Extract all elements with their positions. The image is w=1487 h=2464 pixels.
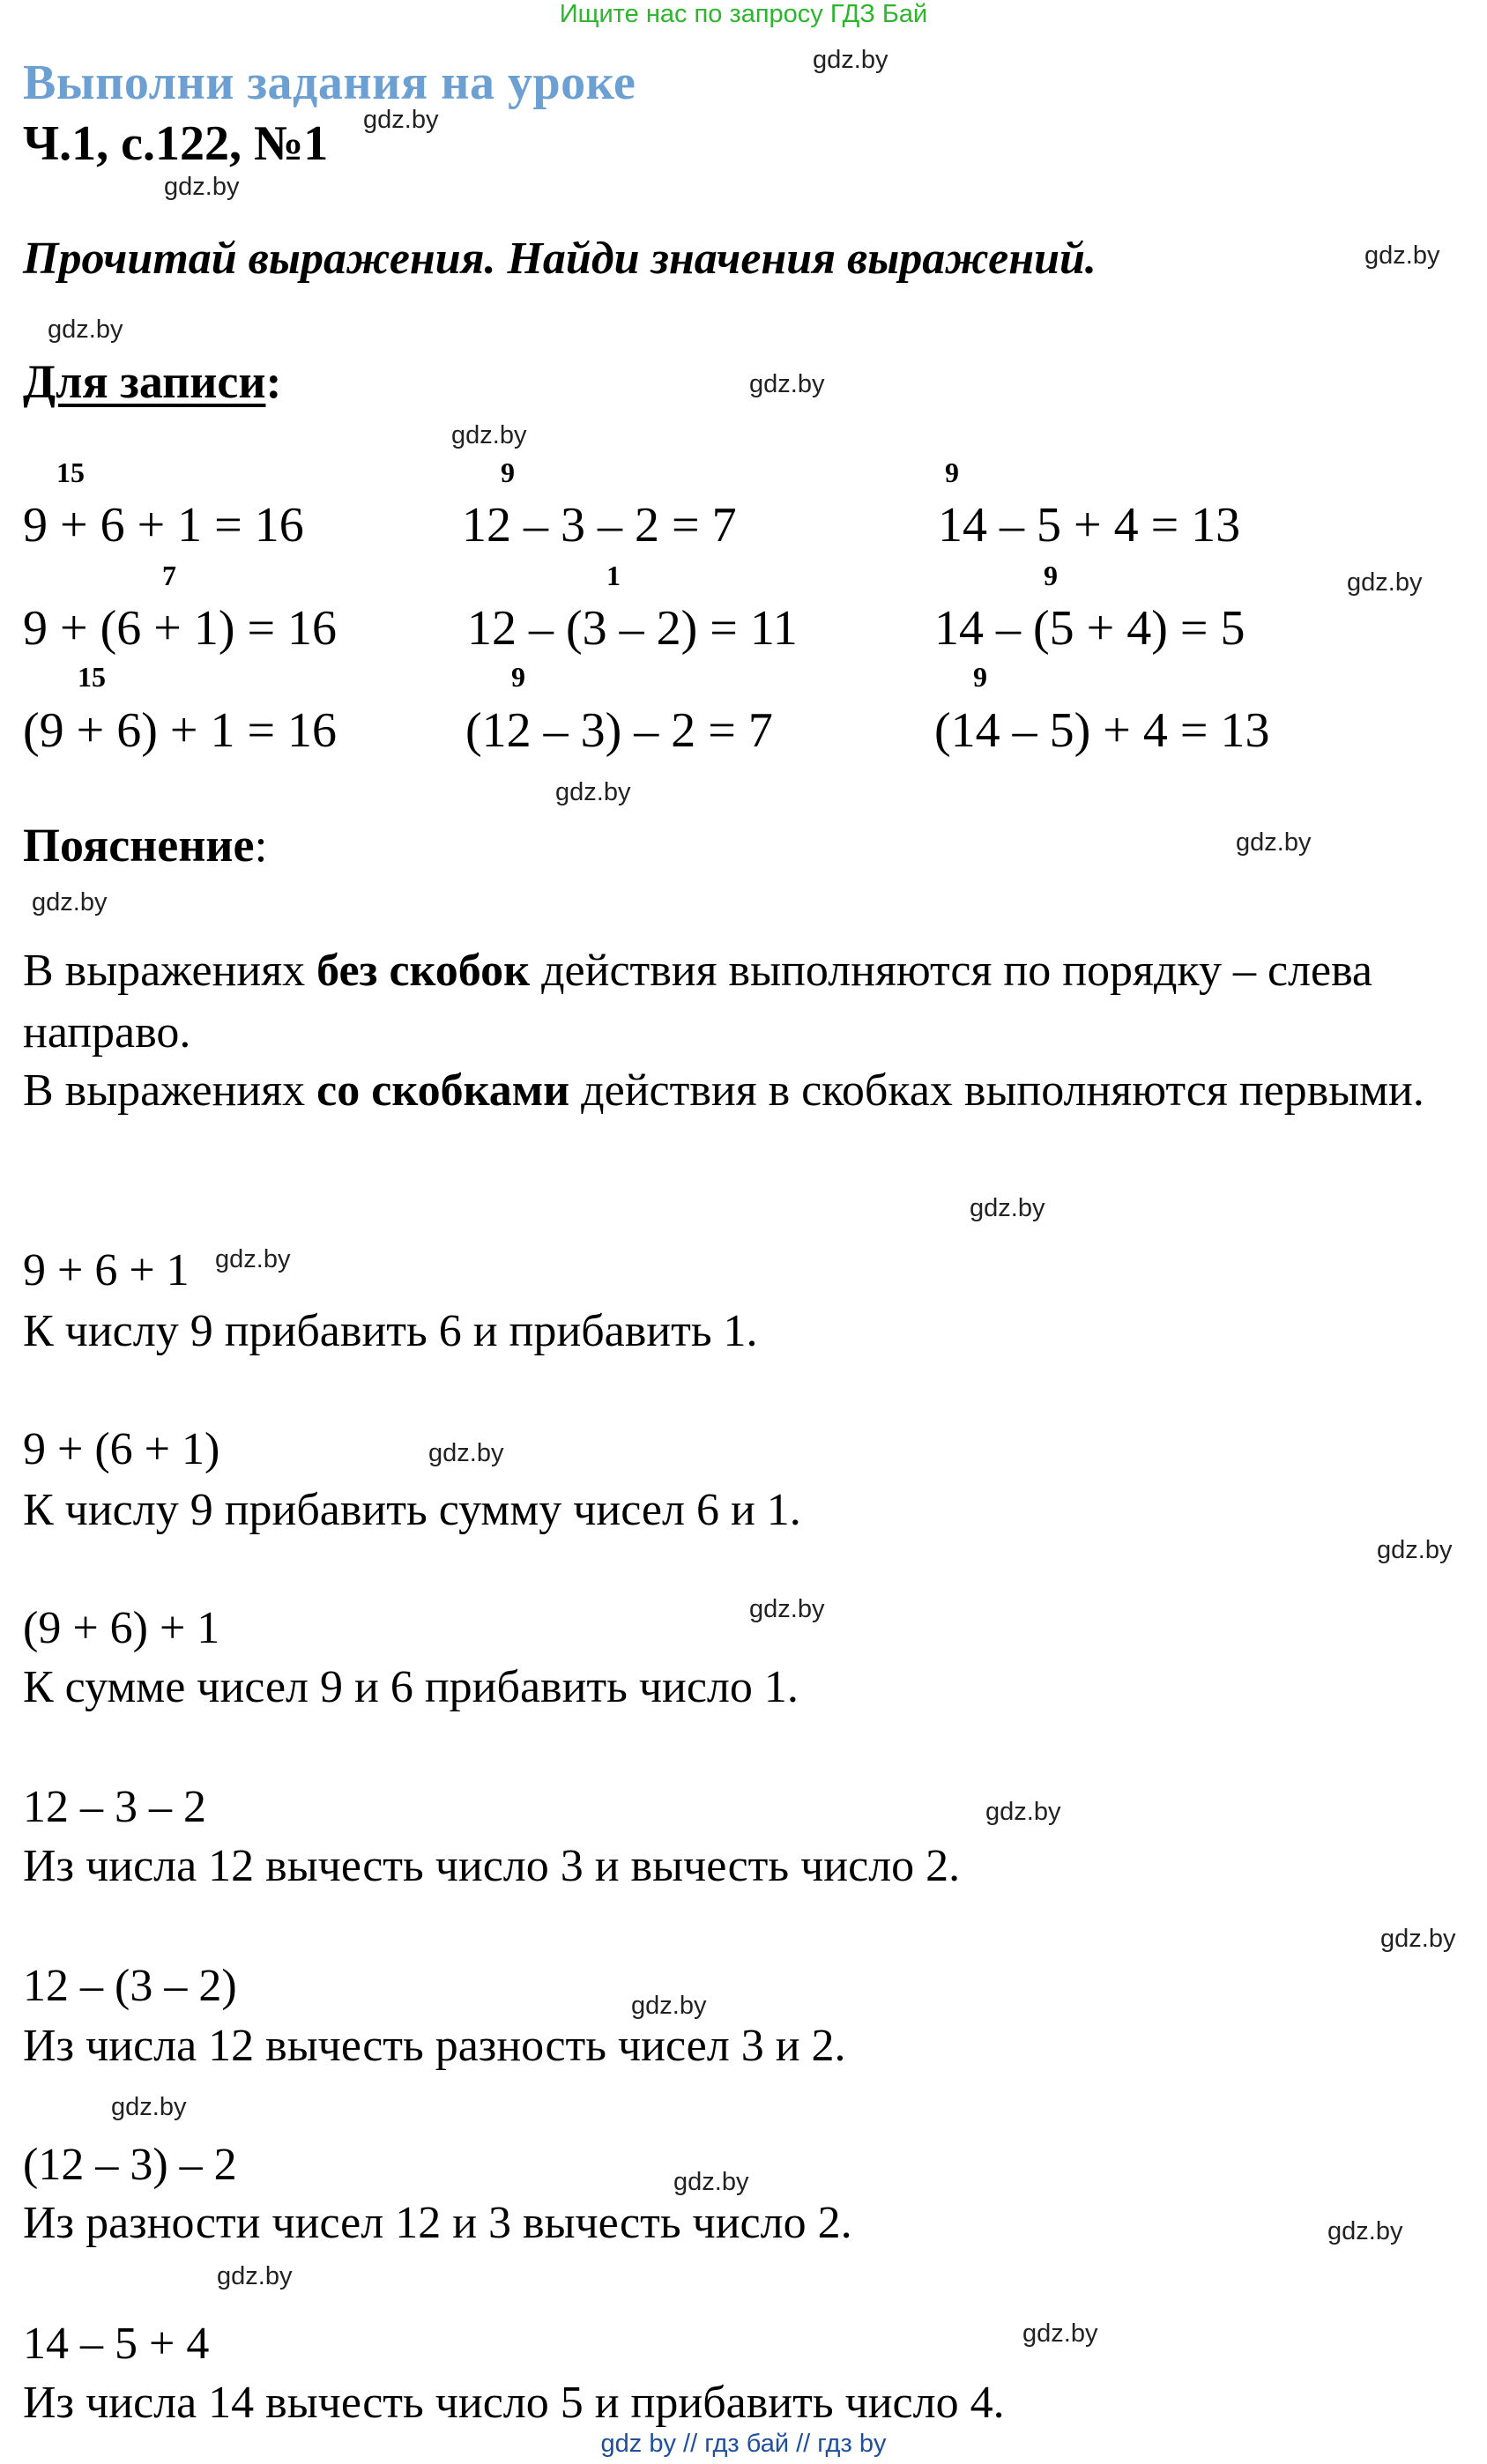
reading-expression: 9 + 6 + 1 — [23, 1245, 190, 1295]
reading-text: К числу 9 прибавить сумму чисел 6 и 1. — [23, 1485, 801, 1535]
explanation-heading-label: Пояснение — [23, 819, 255, 872]
rule-text: действия в скобках выполняются первыми. — [569, 1065, 1424, 1116]
expression-note: 9 — [501, 456, 515, 488]
watermark: gdz.by — [1327, 2217, 1403, 2245]
explanation-heading — [23, 818, 267, 872]
watermark: gdz.by — [555, 778, 631, 806]
expression-note: 15 — [56, 456, 85, 488]
watermark: gdz.by — [631, 1992, 707, 2020]
watermark: gdz.by — [970, 1194, 1045, 1222]
expression: 9 + (6 + 1) = 16 — [23, 601, 338, 656]
task-instruction: Прочитай выражения. Найди значения выражений. — [23, 234, 1097, 284]
explanation-heading-colon: : — [254, 819, 268, 872]
reading-expression: (9 + 6) + 1 — [23, 1603, 220, 1653]
rule-keyword: со скобками — [316, 1065, 570, 1116]
record-heading — [23, 354, 281, 409]
reading-expression: (12 – 3) – 2 — [23, 2140, 237, 2190]
reading-expression: 12 – 3 – 2 — [23, 1782, 206, 1832]
expression-note: 9 — [973, 661, 987, 693]
reading-expression: 14 – 5 + 4 — [23, 2319, 210, 2369]
watermark: gdz.by — [673, 2168, 749, 2196]
reading-text: Из числа 12 вычесть разность чисел 3 и 2. — [23, 2021, 846, 2071]
reading-text: К сумме чисел 9 и 6 прибавить число 1. — [23, 1662, 799, 1712]
rule-no-brackets — [23, 940, 1468, 1064]
watermark: gdz.by — [1377, 1536, 1453, 1564]
rule-keyword: без скобок — [316, 946, 531, 996]
reading-text: Из числа 14 вычесть число 5 и прибавить число 4. — [23, 2378, 1005, 2428]
reading-expression: 9 + (6 + 1) — [23, 1424, 220, 1474]
watermark: gdz.by — [428, 1439, 504, 1467]
watermark: gdz.by — [1364, 241, 1440, 270]
record-heading-colon: : — [265, 355, 282, 408]
watermark: gdz.by — [48, 315, 123, 344]
expression-note: 15 — [78, 661, 106, 693]
expression: 12 – 3 – 2 = 7 — [462, 498, 737, 553]
watermark: gdz.by — [749, 370, 825, 398]
watermark: gdz.by — [215, 1245, 291, 1273]
expression-note: 7 — [162, 560, 176, 591]
expression-note: 9 — [511, 661, 525, 693]
reading-text: К числу 9 прибавить 6 и прибавить 1. — [23, 1306, 758, 1356]
expression: 14 – 5 + 4 = 13 — [938, 498, 1241, 553]
expression: (14 – 5) + 4 = 13 — [934, 703, 1270, 758]
watermark: gdz.by — [1236, 828, 1312, 857]
watermark: gdz.by — [1347, 568, 1423, 597]
footer-links[interactable]: gdz by // гдз бай // гдз by — [600, 2430, 887, 2458]
reading-text: Из разности чисел 12 и 3 вычесть число 2. — [23, 2198, 852, 2248]
watermark: gdz.by — [1022, 2319, 1098, 2348]
expression-note: 9 — [945, 456, 959, 488]
watermark: gdz.by — [1380, 1925, 1456, 1953]
expression-note: 9 — [1044, 560, 1058, 591]
watermark: gdz.by — [813, 46, 888, 74]
watermark: gdz.by — [111, 2093, 187, 2121]
record-heading-label: Для записи — [23, 355, 266, 408]
expression: 12 – (3 – 2) = 11 — [467, 601, 798, 656]
expression: 9 + 6 + 1 = 16 — [23, 498, 304, 553]
expression: 14 – (5 + 4) = 5 — [934, 601, 1245, 656]
watermark: gdz.by — [363, 106, 439, 134]
watermark: gdz.by — [164, 173, 240, 201]
watermark: gdz.by — [217, 2262, 293, 2290]
rule-with-brackets — [23, 1060, 1468, 1122]
top-banner-link[interactable]: Ищите нас по запросу ГДЗ Бай — [559, 0, 928, 28]
reading-text: Из числа 12 вычесть число 3 и вычесть число 2. — [23, 1841, 961, 1891]
watermark: gdz.by — [749, 1595, 825, 1623]
rule-text: В выражениях — [23, 1065, 317, 1116]
watermark: gdz.by — [985, 1798, 1061, 1826]
expression: (12 – 3) – 2 = 7 — [465, 703, 773, 758]
watermark: gdz.by — [451, 421, 527, 449]
expression: (9 + 6) + 1 = 16 — [23, 703, 338, 758]
rule-text: действия выполняются по порядку – слева направо. — [23, 946, 1373, 1058]
section-title: Выполни задания на уроке — [23, 56, 636, 110]
watermark: gdz.by — [32, 888, 108, 917]
reading-expression: 12 – (3 – 2) — [23, 1961, 237, 2011]
task-reference: Ч.1, с.122, №1 — [23, 116, 329, 171]
expression-note: 1 — [606, 560, 621, 591]
rule-text: В выражениях — [23, 946, 317, 996]
